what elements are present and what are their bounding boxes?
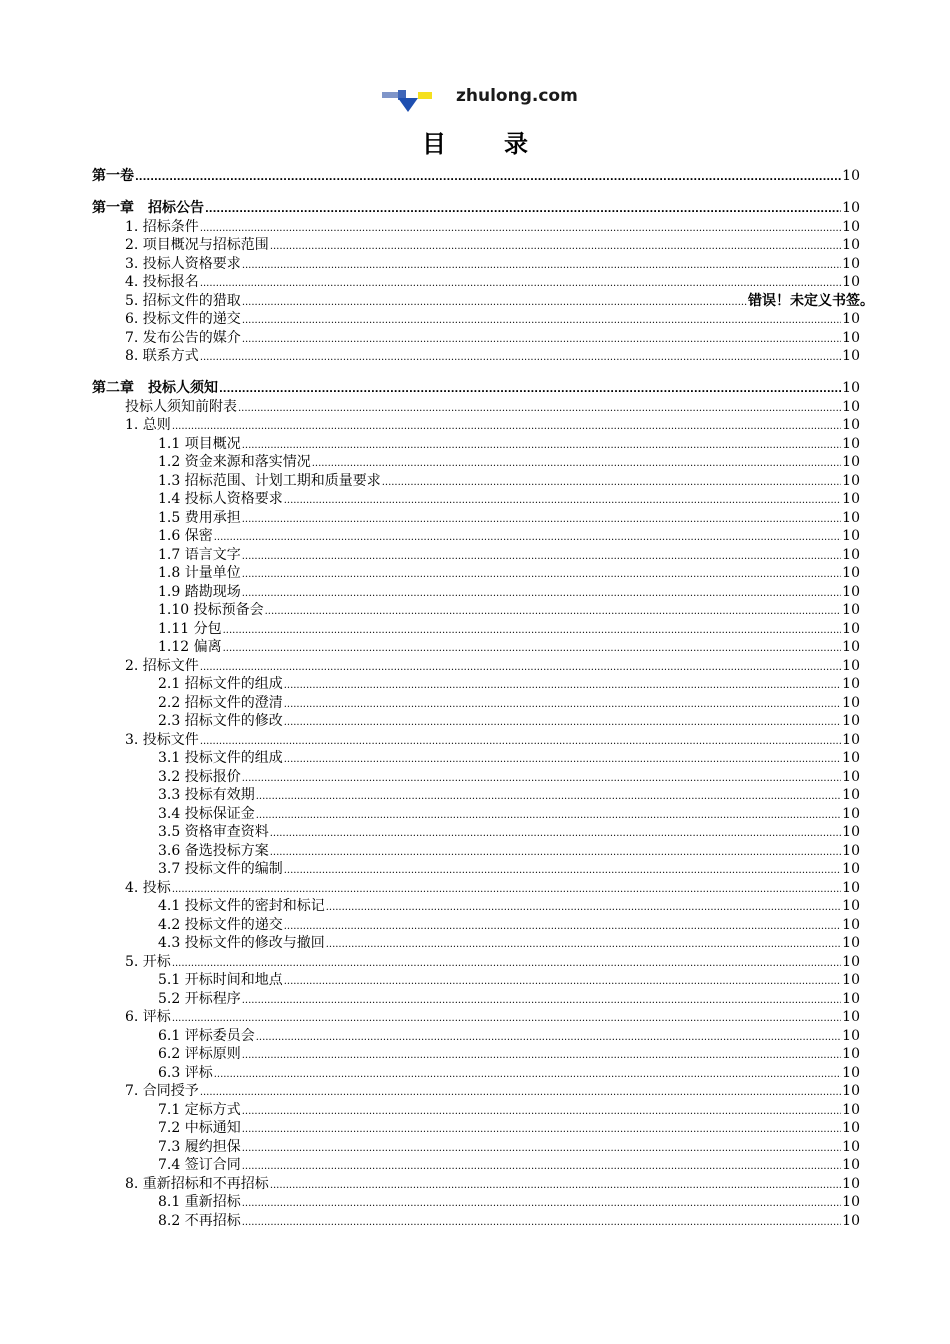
toc-chapter-entry[interactable] — [92, 167, 860, 186]
toc-entry-label: 7. 发布公告的媒介 — [125, 329, 241, 346]
toc-entry-label: 5. 开标 — [125, 953, 171, 970]
toc-leader-dots — [214, 1064, 841, 1085]
toc-page-number: 10 — [842, 1064, 860, 1081]
toc-entry[interactable] — [92, 1119, 860, 1138]
toc-entry[interactable] — [92, 1156, 860, 1175]
toc-entry-label: 4.3 投标文件的修改与撤回 — [158, 935, 325, 951]
toc-leader-dots — [270, 842, 841, 863]
toc-entry[interactable] — [92, 509, 860, 528]
toc-entry[interactable] — [92, 435, 860, 454]
toc-entry-label: 第一卷 — [92, 168, 134, 184]
toc-entry[interactable] — [92, 1045, 860, 1064]
toc-page-number: 10 — [842, 237, 860, 253]
toc-entry[interactable] — [92, 823, 860, 842]
toc-leader-dots — [223, 638, 842, 659]
toc-leader-dots — [312, 453, 841, 474]
toc-entry[interactable] — [92, 329, 860, 348]
toc-entry-label: 6.1 评标委员会 — [158, 1027, 255, 1044]
toc-leader-dots — [200, 1082, 841, 1103]
toc-leader-dots — [284, 675, 841, 696]
toc-page-number: 10 — [842, 546, 860, 563]
toc-entry-label: 6.3 评标 — [158, 1064, 213, 1081]
toc-page-number: 10 — [842, 935, 860, 951]
toc-leader-dots — [135, 167, 841, 188]
toc-leader-dots — [326, 897, 841, 918]
toc-page-number: 10 — [842, 1027, 860, 1044]
toc-entry[interactable] — [92, 786, 860, 805]
toc-leader-dots — [256, 1027, 841, 1048]
toc-page-number: 10 — [842, 200, 860, 216]
toc-entry-label: 2. 项目概况与招标范围 — [125, 237, 269, 253]
toc-page-number: 10 — [842, 218, 860, 235]
toc-leader-dots — [238, 398, 841, 419]
toc-page-number: 10 — [842, 329, 860, 346]
toc-leader-dots — [242, 768, 841, 789]
toc-leader-dots — [242, 1138, 841, 1159]
toc-entry[interactable] — [92, 347, 860, 366]
toc-leader-dots — [284, 694, 841, 715]
toc-page-number: 10 — [842, 639, 860, 655]
toc-leader-dots — [200, 273, 841, 294]
toc-entry[interactable] — [92, 564, 860, 583]
toc-entry[interactable] — [92, 490, 860, 509]
toc-entry[interactable] — [92, 897, 860, 916]
toc-leader-dots — [172, 953, 841, 974]
toc-entry-label: 1. 总则 — [125, 417, 171, 433]
toc-leader-dots — [200, 731, 841, 752]
toc-page-number: 10 — [842, 1212, 860, 1229]
toc-leader-dots — [256, 805, 841, 826]
toc-entry[interactable] — [92, 218, 860, 237]
toc-entry[interactable] — [92, 990, 860, 1009]
toc-leader-dots — [270, 823, 841, 844]
toc-page-number: 10 — [842, 657, 860, 674]
toc-entry-label: 5. 招标文件的猎取 — [125, 292, 241, 309]
toc-title: 目录 — [422, 130, 586, 158]
toc-page-number: 10 — [842, 916, 860, 933]
toc-page-number: 10 — [842, 491, 860, 507]
toc-entry-label: 3. 投标人资格要求 — [125, 255, 241, 272]
toc-entry-label: 2. 招标文件 — [125, 657, 199, 674]
toc-page-number: 10 — [842, 713, 860, 729]
toc-page-number: 10 — [842, 990, 860, 1007]
toc-leader-dots — [205, 199, 841, 220]
toc-leader-dots — [284, 971, 841, 992]
toc-chapter-entry[interactable] — [92, 379, 860, 398]
toc-entry[interactable] — [92, 1193, 860, 1212]
toc-entry-label: 8. 重新招标和不再招标 — [125, 1175, 269, 1192]
toc-page-number: 10 — [842, 1138, 860, 1155]
toc-leader-dots — [256, 786, 841, 807]
toc-leader-dots — [242, 1045, 841, 1066]
toc-leader-dots — [172, 879, 841, 900]
toc-leader-dots — [242, 292, 747, 313]
toc-leader-dots — [200, 218, 841, 239]
toc-entry-label: 3.6 备选投标方案 — [158, 842, 269, 859]
toc-entry-label: 投标人须知前附表 — [125, 398, 237, 415]
toc-entry-label: 1.1 项目概况 — [158, 435, 241, 452]
toc-entry-label: 1.8 计量单位 — [158, 565, 241, 581]
toc-entry-label: 1.6 保密 — [158, 528, 213, 544]
toc-entry-label: 1.10 投标预备会 — [158, 602, 264, 618]
toc-entry-label: 8.2 不再招标 — [158, 1212, 241, 1229]
toc-entry[interactable] — [92, 768, 860, 787]
toc-entry-label: 4. 投标 — [125, 879, 171, 896]
toc-page-number: 10 — [842, 509, 860, 526]
toc-entry-label: 1.5 费用承担 — [158, 509, 241, 526]
toc-entry[interactable] — [92, 398, 860, 417]
toc-entry[interactable] — [92, 527, 860, 546]
toc-page-number: 10 — [842, 694, 860, 711]
toc-page-number: 10 — [842, 380, 860, 396]
toc-entry-label: 2.2 招标文件的澄清 — [158, 694, 283, 711]
toc-entry[interactable] — [92, 1175, 860, 1194]
toc-page-number: 10 — [842, 750, 860, 766]
toc-page-number: 10 — [842, 787, 860, 803]
toc-entry-label: 3.2 投标报价 — [158, 768, 241, 785]
toc-entry[interactable] — [92, 601, 860, 620]
toc-leader-dots — [242, 583, 841, 604]
toc-entry[interactable] — [92, 1101, 860, 1120]
toc-entry-label: 3.7 投标文件的编制 — [158, 861, 283, 877]
toc-entry-label: 7.1 定标方式 — [158, 1101, 241, 1118]
toc-page-number: 10 — [842, 1194, 860, 1210]
toc-leader-dots — [242, 509, 841, 530]
toc-leader-dots — [172, 1008, 841, 1029]
toc-entry-label: 5.1 开标时间和地点 — [158, 972, 283, 988]
toc-leader-dots — [214, 527, 841, 548]
toc-entry-label: 1.11 分包 — [158, 620, 222, 637]
toc-page-number: 10 — [842, 435, 860, 452]
toc-entry-label: 4.2 投标文件的递交 — [158, 916, 283, 933]
toc-entry[interactable] — [92, 416, 860, 435]
toc-entry[interactable] — [92, 879, 860, 898]
toc-leader-dots — [242, 1156, 841, 1177]
toc-leader-dots — [242, 435, 841, 456]
toc-entry-label: 3.5 资格审查资料 — [158, 824, 269, 840]
toc-page-number: 10 — [842, 1157, 860, 1173]
toc-entry-label: 8. 联系方式 — [125, 348, 199, 364]
toc-leader-dots — [284, 916, 841, 937]
toc-page-number: 10 — [842, 768, 860, 785]
logo-text: zhulong.com — [456, 86, 578, 106]
toc-page-number: 10 — [842, 1101, 860, 1118]
toc-entry-label: 2.3 招标文件的修改 — [158, 713, 283, 729]
toc-entry-label: 5.2 开标程序 — [158, 990, 241, 1007]
toc-leader-dots — [242, 564, 841, 585]
toc-leader-dots — [242, 1193, 841, 1214]
toc-entry[interactable] — [92, 453, 860, 472]
toc-entry[interactable] — [92, 916, 860, 935]
toc-leader-dots — [200, 657, 841, 678]
toc-entry-label: 1.3 招标范围、计划工期和质量要求 — [158, 472, 381, 489]
toc-entry[interactable] — [92, 273, 860, 292]
toc-page-number: 10 — [842, 528, 860, 544]
toc-page-number: 10 — [842, 398, 860, 415]
toc-page-number: 10 — [842, 1120, 860, 1136]
toc-page-number: 10 — [842, 1009, 860, 1025]
toc-leader-dots — [223, 620, 842, 641]
toc-leader-dots — [284, 749, 841, 770]
toc-entry-label: 2.1 招标文件的组成 — [158, 676, 283, 692]
toc-entry-label: 8.1 重新招标 — [158, 1194, 241, 1210]
toc-leader-dots — [284, 490, 841, 511]
toc-leader-dots — [242, 255, 841, 276]
toc-entry[interactable] — [92, 1008, 860, 1027]
toc-page-number: 10 — [842, 805, 860, 822]
toc-leader-dots — [172, 416, 841, 437]
toc-page-number: 10 — [842, 255, 860, 272]
toc-entry-label: 7.2 中标通知 — [158, 1120, 241, 1136]
toc-entry-label: 3.4 投标保证金 — [158, 805, 255, 822]
toc-entry[interactable] — [92, 971, 860, 990]
toc-page-number: 10 — [842, 565, 860, 581]
toc-entry-label: 3.3 投标有效期 — [158, 787, 255, 803]
toc-leader-dots — [242, 1212, 841, 1233]
toc-page-number: 10 — [842, 898, 860, 914]
toc-entry[interactable] — [92, 1027, 860, 1046]
toc-entry[interactable] — [92, 310, 860, 329]
toc-entry[interactable] — [92, 1212, 860, 1231]
toc-entry[interactable] — [92, 546, 860, 565]
toc-page-number: 10 — [842, 602, 860, 618]
toc-entry[interactable] — [92, 292, 874, 311]
toc-leader-dots — [242, 329, 841, 350]
toc-page-number: 10 — [842, 731, 860, 748]
toc-page-number: 10 — [842, 824, 860, 840]
toc-entry-label: 7.4 签订合同 — [158, 1157, 241, 1173]
toc-page-number: 10 — [842, 454, 860, 470]
toc-entry[interactable] — [92, 805, 860, 824]
toc-page-number: 10 — [842, 417, 860, 433]
toc-leader-dots — [270, 236, 841, 257]
toc-entry[interactable] — [92, 255, 860, 274]
toc-entry[interactable] — [92, 694, 860, 713]
toc-entry-label: 4.1 投标文件的密封和标记 — [158, 898, 325, 914]
toc-page-number: 10 — [842, 879, 860, 896]
toc-entry[interactable] — [92, 731, 860, 750]
toc-entry-label: 1.12 偏离 — [158, 639, 222, 655]
toc-leader-dots — [265, 601, 842, 622]
toc-page-number: 10 — [842, 953, 860, 970]
toc-entry[interactable] — [92, 749, 860, 768]
toc-page-number: 10 — [842, 348, 860, 364]
toc-entry[interactable] — [92, 583, 860, 602]
toc-entry[interactable] — [92, 657, 860, 676]
toc-leader-dots — [200, 347, 841, 368]
toc-entry[interactable] — [92, 934, 860, 953]
toc-page-number: 10 — [842, 620, 860, 637]
toc-leader-dots — [284, 712, 841, 733]
toc-page-number: 10 — [842, 842, 860, 859]
toc-page-number: 10 — [842, 311, 860, 327]
toc-entry-label: 3. 投标文件 — [125, 731, 199, 748]
toc-page-number: 10 — [842, 861, 860, 877]
toc-page-number: 10 — [842, 168, 860, 184]
toc-leader-dots — [242, 1119, 841, 1140]
toc-entry-label: 6. 投标文件的递交 — [125, 311, 241, 327]
toc-entry[interactable] — [92, 953, 860, 972]
toc-leader-dots — [219, 379, 841, 400]
toc-entry[interactable] — [92, 1082, 860, 1101]
toc-page-number: 10 — [842, 676, 860, 692]
toc-entry-label: 4. 投标报名 — [125, 274, 199, 290]
toc-chapter-entry[interactable] — [92, 199, 860, 218]
toc-page-error: 错误！未定义书签。 — [748, 292, 874, 309]
toc-entry-label: 3.1 投标文件的组成 — [158, 750, 283, 766]
toc-entry[interactable] — [92, 842, 860, 861]
toc-entry-label: 1.9 踏勘现场 — [158, 583, 241, 600]
toc-leader-dots — [270, 1175, 841, 1196]
toc-entry-label: 1.2 资金来源和落实情况 — [158, 454, 311, 470]
toc-page-number: 10 — [842, 1175, 860, 1192]
toc-entry[interactable] — [92, 712, 860, 731]
toc-leader-dots — [242, 1101, 841, 1122]
toc-page-number: 10 — [842, 972, 860, 988]
toc-entry-label: 第一章 招标公告 — [92, 200, 204, 216]
toc-entry-label: 第二章 投标人须知 — [92, 380, 218, 396]
zhulong-logo — [368, 84, 588, 118]
toc-page-number: 10 — [842, 472, 860, 489]
toc-leader-dots — [242, 546, 841, 567]
table-of-contents — [92, 167, 874, 1230]
toc-entry-label: 1. 招标条件 — [125, 218, 199, 235]
toc-page-number: 10 — [842, 1046, 860, 1062]
toc-entry[interactable] — [92, 1064, 860, 1083]
toc-entry[interactable] — [92, 860, 860, 879]
toc-leader-dots — [242, 310, 841, 331]
toc-leader-dots — [382, 472, 841, 493]
toc-entry-label: 6.2 评标原则 — [158, 1046, 241, 1062]
toc-entry-label: 1.7 语言文字 — [158, 546, 241, 563]
toc-entry[interactable] — [92, 472, 860, 491]
toc-entry-label: 6. 评标 — [125, 1009, 171, 1025]
toc-leader-dots — [326, 934, 841, 955]
toc-entry[interactable] — [92, 620, 860, 639]
toc-page-number: 10 — [842, 1083, 860, 1099]
toc-entry[interactable] — [92, 675, 860, 694]
toc-leader-dots — [242, 990, 841, 1011]
toc-entry[interactable] — [92, 1138, 860, 1157]
toc-entry-label: 7.3 履约担保 — [158, 1138, 241, 1155]
toc-page-number: 10 — [842, 274, 860, 290]
toc-entry-label: 7. 合同授予 — [125, 1083, 199, 1099]
toc-entry[interactable] — [92, 638, 860, 657]
toc-entry[interactable] — [92, 236, 860, 255]
toc-entry-label: 1.4 投标人资格要求 — [158, 491, 283, 507]
toc-leader-dots — [284, 860, 841, 881]
toc-page-number: 10 — [842, 583, 860, 600]
zhulong-logo-icon — [382, 86, 452, 116]
